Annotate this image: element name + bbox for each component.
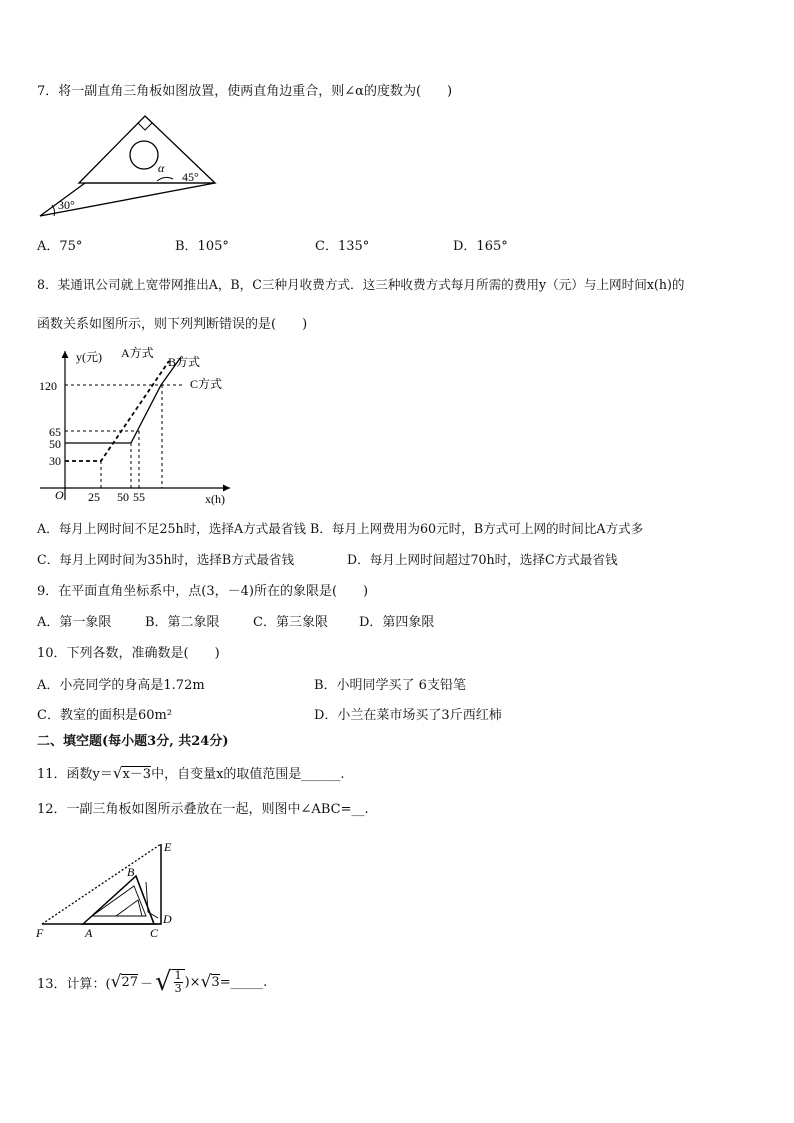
q11-prefix: 11．函数y＝ — [37, 767, 113, 782]
q8-x-tick-55: 55 — [133, 490, 145, 504]
q7-option-a: A．75° — [37, 239, 83, 254]
q9-stem: 9．在平面直角坐标系中，点(3，－4)所在的象限是( ) — [37, 584, 369, 599]
q7-triangle-hole — [130, 141, 158, 169]
q8-option-d: D．每月上网时间超过70h时，选择C方式最省钱 — [347, 552, 618, 567]
q8-stem-line2: 函数关系如图所示，则下列判断错误的是( ) — [37, 317, 308, 332]
q8-x-label: x(h) — [205, 492, 225, 506]
q7-option-d: D．165° — [453, 239, 508, 254]
q8-series-a-label: A方式 — [121, 346, 154, 360]
q8-graph — [35, 345, 240, 507]
q7-option-b: B．105° — [175, 239, 229, 254]
q11-sqrt-symbol: √ — [112, 764, 123, 782]
q12-label-d: D — [163, 912, 172, 926]
q8-option-c: C．每月上网时间为35h时，选择B方式最省钱 — [37, 552, 295, 567]
q13-times: )× — [184, 974, 201, 990]
q11-suffix: 中，自变量x的取值范围是______. — [151, 767, 345, 782]
q12-label-c: C — [150, 926, 159, 940]
q12-label-b: B — [127, 865, 135, 879]
q13-sqrt-symbol-3: √ — [200, 972, 212, 992]
q8-series-a-line — [65, 361, 169, 461]
q10-option-c: C．教室的面积是60m² — [37, 708, 173, 723]
q13-sqrt-symbol-27: √ — [110, 972, 122, 992]
q8-x-tick-25: 25 — [88, 490, 100, 504]
q8-series-c-label: C方式 — [190, 377, 223, 391]
q12-label-a: A — [85, 926, 93, 940]
q13-frac-numerator: 1 — [174, 969, 182, 982]
q10-option-a: A．小亮同学的身高是1.72m — [37, 678, 205, 693]
q7-option-c: C．135° — [315, 239, 370, 254]
q7-30-label: 30° — [58, 198, 75, 212]
q7-right-angle-mark — [138, 123, 152, 130]
q13-line — [37, 962, 267, 1002]
q12-stem: 12．一副三角板如图所示叠放在一起，则图中∠ABC=__. — [37, 802, 369, 817]
q8-y-tick-30: 30 — [49, 454, 61, 468]
q12-hypotenuse-fe — [42, 844, 161, 924]
q13-frac-denominator: 3 — [174, 982, 182, 995]
q7-triangle-figure — [35, 113, 220, 223]
q10-stem: 10．下列各数，准确数是( ) — [37, 646, 220, 661]
q8-y-tick-120: 120 — [39, 379, 57, 393]
q11-line — [37, 764, 345, 784]
q8-y-label: y(元) — [76, 350, 102, 364]
q9-option-c: C．第三象限 — [253, 615, 328, 630]
q8-origin-label: O — [55, 488, 64, 502]
q7-alpha-label: α — [158, 161, 165, 175]
q12-triangle-figure — [30, 838, 190, 943]
q10-option-d: D．小兰在菜市场买了3斤西红柿 — [314, 708, 502, 723]
q8-stem-line1: 8．某通讯公司就上宽带网推出A，B，C三种月收费方式．这三种收费方式每月所需的费用y（元）与上网时间x(h)的 — [37, 277, 685, 292]
q13-sqrt27: 27 — [121, 975, 139, 990]
q13-fraction — [172, 969, 185, 995]
section2-title: 二、填空题(每小题3分, 共24分) — [37, 734, 229, 749]
q13-minus: － — [140, 976, 154, 992]
q8-y-tick-50: 50 — [49, 437, 61, 451]
q7-alpha-arc — [157, 177, 173, 181]
q13-sqrt3: 3 — [211, 975, 220, 990]
q10-option-b: B．小明同学买了 6支铅笔 — [314, 678, 466, 693]
q9-option-a: A．第一象限 — [37, 615, 112, 630]
q12-inner-triangle-2 — [116, 900, 142, 916]
q8-series-b-label: B方式 — [168, 355, 201, 369]
q8-y-tick-65: 65 — [49, 425, 61, 439]
q7-stem: 7．将一副直角三角板如图放置，使两直角边重合，则∠α的度数为( ) — [37, 84, 453, 99]
q13-prefix: 13．计算：( — [37, 976, 111, 992]
q12-inner-right — [146, 882, 158, 918]
q9-option-d: D．第四象限 — [359, 615, 435, 630]
q12-label-f: F — [36, 926, 44, 940]
q13-suffix: =_____. — [219, 974, 268, 990]
q12-triangle-abc — [83, 876, 154, 924]
q8-option-ab: A．每月上网时间不足25h时，选择A方式最省钱 B．每月上网费用为60元时，B方式可上网的时间比A方式多 — [37, 521, 644, 536]
q13-sqrt-symbol-frac: √ — [155, 967, 172, 997]
q12-label-e: E — [164, 840, 172, 854]
q8-x-tick-50: 50 — [117, 490, 129, 504]
q11-radicand: x－3 — [122, 767, 152, 782]
q9-option-b: B．第二象限 — [145, 615, 220, 630]
q7-45-label: 45° — [182, 170, 199, 184]
